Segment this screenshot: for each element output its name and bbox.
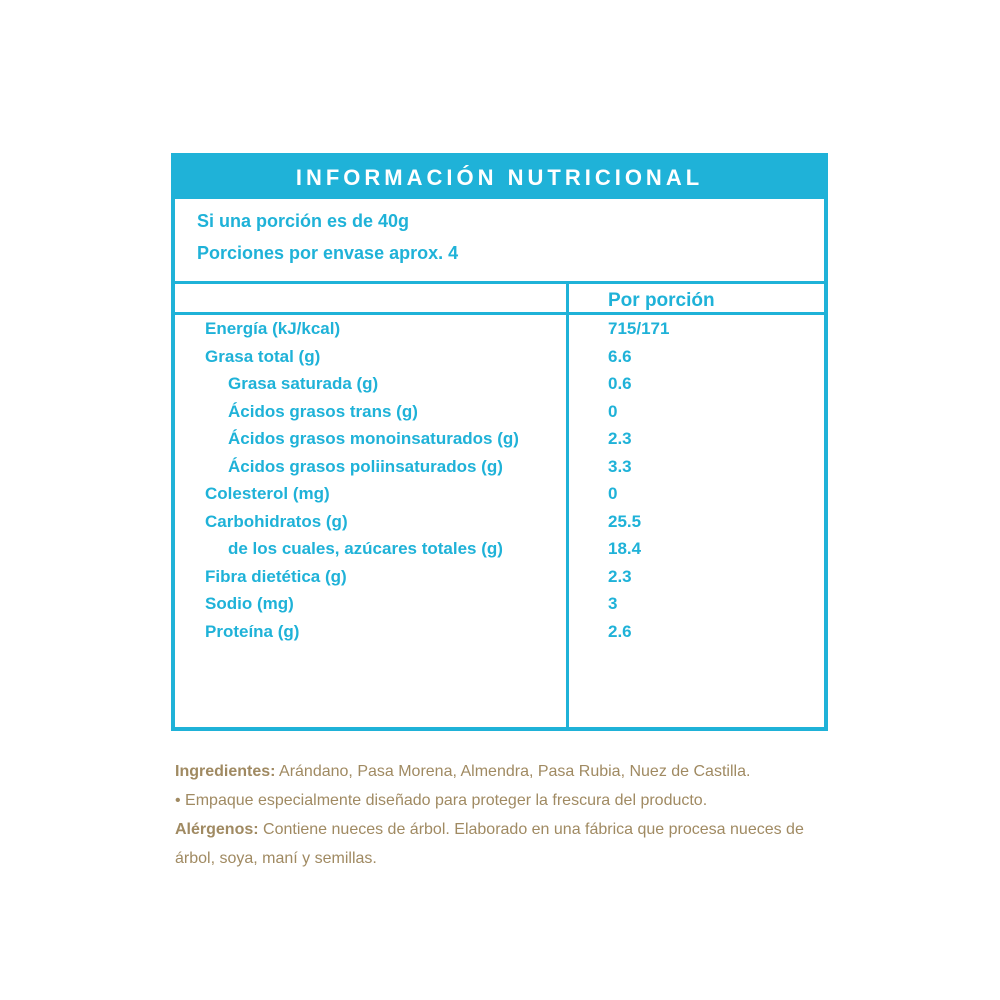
panel-title: INFORMACIÓN NUTRICIONAL <box>175 157 824 199</box>
allergens-label: Alérgenos: <box>175 821 259 838</box>
table-row <box>175 455 824 483</box>
table-row <box>175 620 824 648</box>
nutrient-value: 25.5 <box>608 511 642 531</box>
allergens-text: Contiene nueces de árbol. Elaborado en una fábrica que procesa nueces de árbol, soya, maní y semillas. <box>175 821 804 867</box>
nutrient-value: 2.6 <box>608 621 632 641</box>
nutrient-label: de los cuales, azúcares totales (g) <box>228 539 503 558</box>
nutrient-value: 6.6 <box>608 346 632 366</box>
packaging-note: • Empaque especialmente diseñado para proteger la frescura del producto. <box>175 792 708 809</box>
divider-header <box>175 312 824 315</box>
table-row <box>175 592 824 620</box>
nutrient-value: 2.3 <box>608 429 632 448</box>
nutrient-value: 0 <box>608 401 618 421</box>
nutrient-label: Ácidos grasos poliinsaturados (g) <box>228 456 503 476</box>
nutrient-table <box>175 317 824 647</box>
nutrient-label: Colesterol (mg) <box>205 484 330 503</box>
nutrient-label: Grasa saturada (g) <box>228 374 379 393</box>
divider-top <box>175 281 824 284</box>
table-row <box>175 482 824 510</box>
table-row <box>175 345 824 373</box>
product-footer <box>175 757 845 873</box>
servings-per-container: Porciones por envase aprox. 4 <box>197 243 459 263</box>
nutrient-label: Ácidos grasos monoinsaturados (g) <box>228 429 519 448</box>
table-row <box>175 400 824 428</box>
nutrient-value: 0 <box>608 484 618 503</box>
nutrient-value: 3 <box>608 594 618 613</box>
nutrient-value: 0.6 <box>608 374 632 393</box>
nutrient-label: Fibra dietética (g) <box>205 566 347 586</box>
serving-info <box>197 205 458 269</box>
serving-size: Si una porción es de 40g <box>197 211 410 231</box>
nutrient-label: Sodio (mg) <box>205 594 294 613</box>
nutrition-facts-panel <box>171 153 828 731</box>
ingredients-text: Arándano, Pasa Morena, Almendra, Pasa Rubia, Nuez de Castilla. <box>275 763 751 780</box>
table-row <box>175 427 824 455</box>
table-row <box>175 372 824 400</box>
nutrient-label: Energía (kJ/kcal) <box>205 319 341 338</box>
allergens-line <box>175 815 845 873</box>
table-row <box>175 565 824 593</box>
nutrient-value: 18.4 <box>608 539 642 558</box>
nutrient-label: Proteína (g) <box>205 621 300 641</box>
nutrient-value: 3.3 <box>608 456 632 476</box>
ingredients-label: Ingredientes: <box>175 763 276 780</box>
nutrient-label: Ácidos grasos trans (g) <box>228 401 418 421</box>
table-row <box>175 537 824 565</box>
nutrient-label: Carbohidratos (g) <box>205 511 348 531</box>
ingredients-line <box>175 757 845 786</box>
nutrient-value: 2.3 <box>608 566 632 586</box>
nutrient-value: 715/171 <box>608 319 670 338</box>
table-row <box>175 317 824 345</box>
per-serving-header: Por porción <box>608 290 715 311</box>
nutrient-label: Grasa total (g) <box>205 346 321 366</box>
table-row <box>175 510 824 538</box>
